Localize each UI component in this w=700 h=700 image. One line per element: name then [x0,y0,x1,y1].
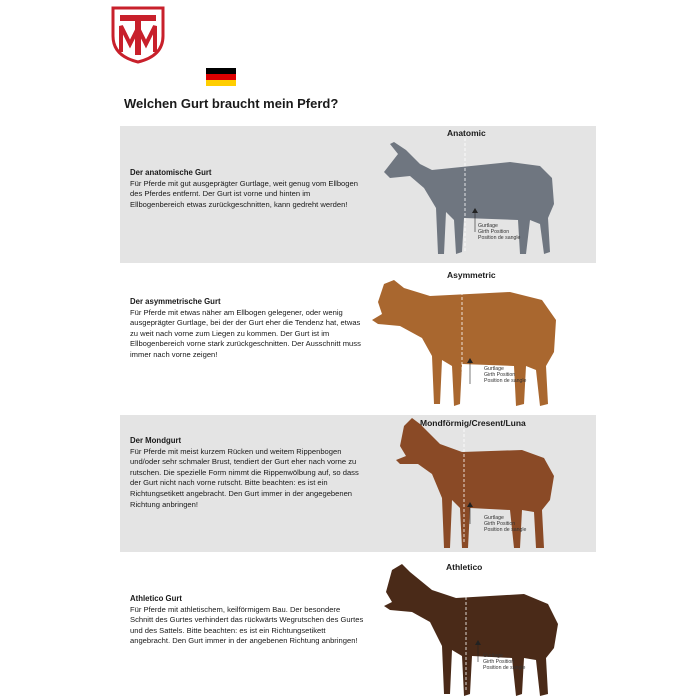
girth-label-fr: Position de sangle [478,235,521,242]
girth-label-en: Girth Position [483,659,515,666]
girth-label-en: Girth Position [484,521,516,528]
girth-label-fr: Position de sangle [484,378,527,385]
horse-image [370,274,562,409]
section-heading: Der Mondgurt [130,436,182,445]
section-heading: Der anatomische Gurt [130,168,212,177]
girth-label-fr: Position de sangle [483,665,526,672]
horse-image [382,562,564,698]
girth-label-en: Girth Position [484,372,516,379]
page-title: Welchen Gurt braucht mein Pferd? [124,96,339,111]
girth-position-label [483,653,525,672]
girth-label-de: Gurtlage [484,515,504,521]
girth-label-de: Gurtlage [478,223,498,229]
section-label: Asymmetric [447,270,496,280]
section-label: Anatomic [447,128,486,138]
section-description [130,168,365,210]
girth-label-de: Gurtlage [483,653,503,659]
german-flag-icon [206,68,236,86]
girth-position-label [478,223,520,242]
section-text: Für Pferde mit athletischem, keilförmigem Bau. Der besondere Schnitt des Gurtes verhindert das rückwärts Wegrutschen des Gurtes und des Sattels. Bitte beachten: es ist ein Richtungsetikett angebracht. Den Gurt immer in der angebenen Richtung anbringen! [130,604,364,646]
section-heading: Der asymmetrische Gurt [130,297,221,306]
girth-position-label [484,515,526,534]
section-text: Für Pferde mit gut ausgeprägter Gurtlage, weit genug vom Ellbogen des Pferdes entfernt. Der Gurt ist vorne und hinten im Ellbogenbereich etwas zurückgeschnitten, kann gedreht werden! [130,178,358,209]
section-heading: Athletico Gurt [130,594,182,603]
section-text: Für Pferde mit meist kurzem Rücken und weitem Rippenbogen und/oder sehr schmaler Brust, tendiert der Gurt eher nach vorne zu rutschen. Die spezielle Form nimmt die Rippenwölbung auf, so dass der Gurt nicht nach vorne rutscht. Bitte beachten: es ist ein Richtungsetikett angebracht. Den Gurt immer in der angegebenen Richtung anbringen! [130,446,359,509]
section-text: Für Pferde mit etwas näher am Ellbogen gelegener, oder wenig ausgeprägter Gurtlage, bei der der Gurt eher die Tendenz hat, etwas zu weit nach vorne zum Liegen zu kommen. Der Gurt ist im Ellbogenbereich vorne stark zurückgeschnitten. Der Ausschnitt muss immer nach vorne zeigen! [130,307,361,359]
logo-icon [110,6,166,64]
section-description [130,594,365,647]
section-label: Mondförmig/Cresent/Luna [420,418,526,428]
section-label: Athletico [446,562,483,572]
girth-label-de: Gurtlage [484,366,504,372]
horse-image [392,414,562,552]
section-description [130,297,365,361]
section-description [130,436,365,510]
girth-label-en: Girth Position [478,229,510,236]
girth-label-fr: Position de sangle [484,527,527,534]
girth-position-label [484,366,526,385]
horse-image [380,132,565,260]
